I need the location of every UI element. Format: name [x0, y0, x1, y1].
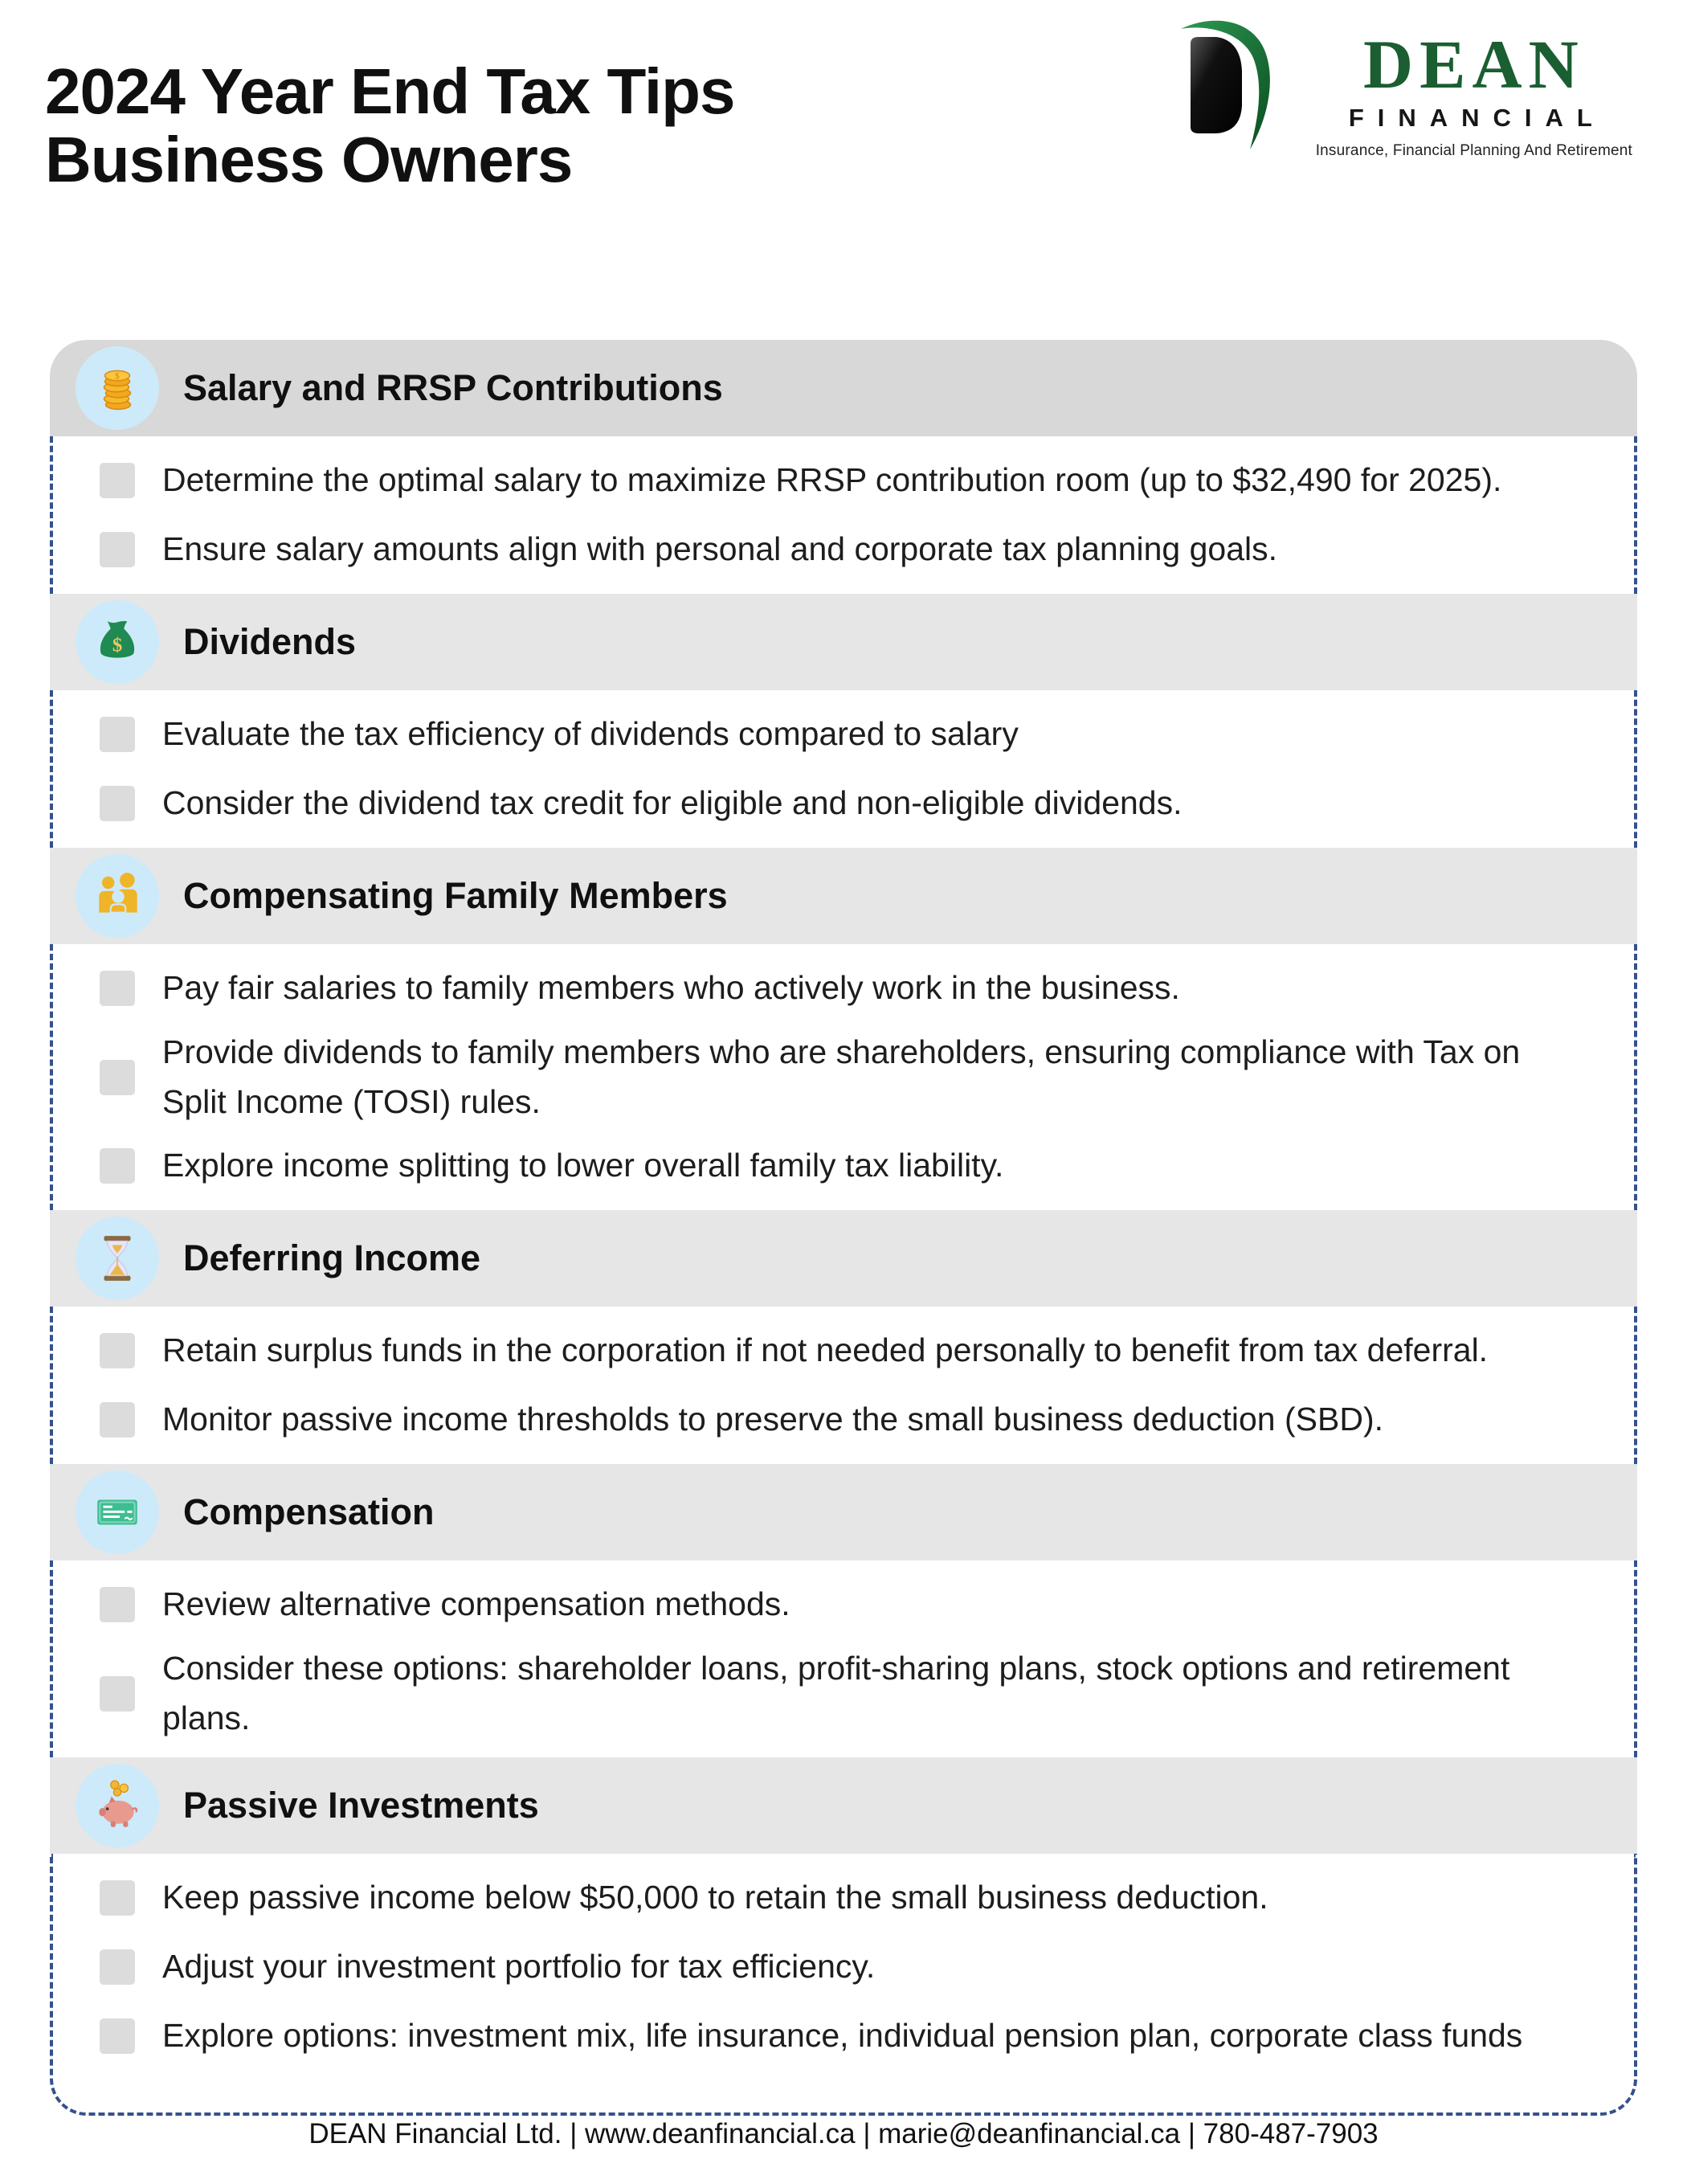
- logo-tagline: Insurance, Financial Planning And Retirement: [1315, 142, 1632, 160]
- checklist-item: [53, 515, 1634, 584]
- checklist-item: [53, 446, 1634, 515]
- piggy-bank-icon: [76, 1764, 159, 1847]
- checkbox[interactable]: [100, 463, 135, 498]
- checklist-item-text: Consider the dividend tax credit for eligible and non-eligible dividends.: [162, 784, 1183, 822]
- checklist-item: [53, 769, 1634, 838]
- section-items: [50, 944, 1637, 1210]
- section-header: [50, 594, 1637, 690]
- section-header: [50, 1757, 1637, 1854]
- section-title: Passive Investments: [183, 1785, 539, 1826]
- section-items: [50, 690, 1637, 848]
- section-items: [50, 1560, 1637, 1757]
- checkbox[interactable]: [100, 1402, 135, 1438]
- svg-text:$: $: [115, 371, 120, 382]
- checklist-item-text: Determine the optimal salary to maximize RRSP contribution room (up to $32,490 for 2025).: [162, 461, 1502, 499]
- checklist-item-text: Provide dividends to family members who are shareholders, ensuring compliance with Tax on Split Income (TOSI) rules.: [162, 1033, 1521, 1120]
- section-items: [50, 1854, 1637, 2116]
- checklist-item: [53, 954, 1634, 1023]
- checklist-item: [53, 1316, 1634, 1385]
- checklist-item-text: Pay fair salaries to family members who actively work in the business.: [162, 969, 1180, 1007]
- section-items: [50, 1307, 1637, 1464]
- page-title-line1: 2024 Year End Tax Tips: [45, 55, 735, 127]
- company-logo: [1166, 11, 1632, 160]
- checkbox[interactable]: [100, 717, 135, 752]
- coins-icon: [76, 346, 159, 430]
- checklist-item-text: Keep passive income below $50,000 to retain the small business deduction.: [162, 1879, 1268, 1916]
- checklist-item-text: Review alternative compensation methods.: [162, 1585, 790, 1623]
- checklist-item-text: Monitor passive income thresholds to preserve the small business deduction (SBD).: [162, 1401, 1383, 1438]
- checkbox[interactable]: [100, 1587, 135, 1622]
- footer-contact: DEAN Financial Ltd. | www.deanfinancial.ca | marie@deanfinancial.ca | 780-487-7903: [308, 2118, 1379, 2149]
- section-title: Compensation: [183, 1491, 435, 1532]
- checklist-item-text: Consider these options: shareholder loans, profit-sharing plans, stock options and retirement plans.: [162, 1650, 1510, 1736]
- section-title: Salary and RRSP Contributions: [183, 367, 723, 408]
- checkbox[interactable]: [100, 1949, 135, 1985]
- hourglass-icon: [76, 1217, 159, 1300]
- checklist-item: [53, 1639, 1634, 1748]
- checklist-item: [53, 2002, 1634, 2071]
- checkbox[interactable]: [100, 971, 135, 1006]
- section-header: [50, 1210, 1637, 1307]
- cheque-icon: [76, 1470, 159, 1554]
- checklist-item: [53, 1863, 1634, 1932]
- section-header: [50, 1464, 1637, 1560]
- checkbox[interactable]: [100, 2018, 135, 2054]
- section-title: Deferring Income: [183, 1237, 481, 1278]
- checklist-item-text: Evaluate the tax efficiency of dividends compared to salary: [162, 715, 1019, 753]
- checkbox[interactable]: [100, 1676, 135, 1712]
- section-title: Compensating Family Members: [183, 875, 728, 916]
- checklist-board: [50, 340, 1637, 2116]
- checklist-item: [53, 1385, 1634, 1454]
- section-header: [50, 340, 1637, 436]
- checklist-item-text: Ensure salary amounts align with personal and corporate tax planning goals.: [162, 530, 1277, 568]
- checkbox[interactable]: [100, 1060, 135, 1095]
- checklist-item: [53, 700, 1634, 769]
- logo-sub-brand: FINANCIAL: [1348, 104, 1606, 133]
- logo-text: [1316, 11, 1632, 160]
- dean-d-logo-icon: [1166, 11, 1295, 156]
- checkbox[interactable]: [100, 786, 135, 821]
- section-header: [50, 848, 1637, 944]
- section-items: [50, 436, 1637, 594]
- logo-brand: DEAN: [1363, 26, 1585, 103]
- svg-text:$: $: [112, 634, 123, 656]
- family-icon: [76, 854, 159, 938]
- checkbox[interactable]: [100, 532, 135, 567]
- page-title-line2: Business Owners: [45, 123, 573, 195]
- checklist-item-text: Explore income splitting to lower overall family tax liability.: [162, 1147, 1004, 1184]
- checkbox[interactable]: [100, 1148, 135, 1184]
- checklist-item: [53, 1023, 1634, 1131]
- checklist-item-text: Explore options: investment mix, life insurance, individual pension plan, corporate class funds: [162, 2017, 1523, 2055]
- checklist-item: [53, 1570, 1634, 1639]
- checkbox[interactable]: [100, 1333, 135, 1368]
- checklist-item: [53, 1932, 1634, 2002]
- section-title: Dividends: [183, 621, 357, 662]
- checklist-item-text: Adjust your investment portfolio for tax efficiency.: [162, 1948, 876, 1986]
- checkbox[interactable]: [100, 1880, 135, 1916]
- money-bag-icon: [76, 600, 159, 684]
- page-title: [45, 55, 735, 195]
- checklist-item: [53, 1131, 1634, 1200]
- checklist-item-text: Retain surplus funds in the corporation if not needed personally to benefit from tax deferral.: [162, 1331, 1489, 1369]
